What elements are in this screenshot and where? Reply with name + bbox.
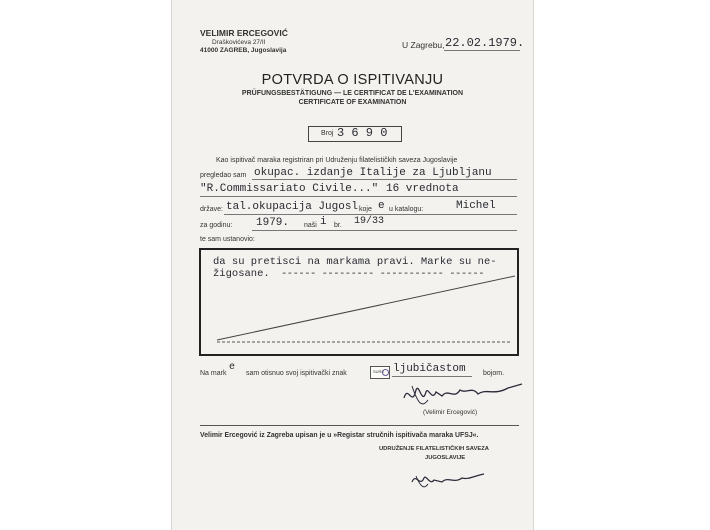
na-mark-suffix: e [229,362,236,373]
union-country: JUGOSLAVIJE [425,455,466,461]
br-value: 19/33 [354,216,385,227]
stamp-text: sam otisnuo svoj ispitivački znak [246,370,347,377]
intro-text: Kao ispitivač maraka registriran pri Udruženju filatelističkih saveza Jugoslavije [216,157,458,164]
number-value: 3 6 9 0 [337,126,388,140]
findings-box [199,248,519,356]
drzave-label: države: [200,206,223,213]
stamp-circle-icon [382,369,389,376]
strike-line [201,250,517,354]
stamp-color: ljubičastom [393,363,466,375]
sender-street: Draškovićeva 27/II [212,39,266,46]
issue-value: "R.Commissariato Civile..." [200,183,379,195]
stamp-mark-text: SURE [373,369,385,374]
issue-count: 16 vrednota [386,183,459,195]
koje-label: koje [359,206,372,213]
sender-city: 41000 ZAGREB, Jugoslavija [200,47,287,54]
stamp-mark-icon [370,366,390,379]
godina-value: 1979. [256,217,290,229]
union-name: UDRUŽENJE FILATELISTIČKIH SAVEZA [379,446,489,452]
signature-scribble [398,378,528,412]
bojom-label: bojom. [483,370,505,377]
number-box [308,126,402,142]
nasi-suffix: i [320,216,327,228]
ustanovio-label: te sam ustanovio: [200,236,255,243]
registry-divider [200,425,519,426]
document-title: POTVRDA O ISPITIVANJU [261,72,444,88]
issue-underline [200,196,517,197]
drzave-value: tal.okupacija Jugosl [226,201,359,213]
subtitle-translations: PRÜFUNGSBESTÄTIGUNG — LE CERTIFICAT DE L'EXAMINATION [241,90,464,97]
finding-dashes: ------ --------- ----------- ------ [281,268,485,280]
place-label: U Zagrebu, [402,40,445,50]
number-label: Broj [321,130,334,137]
union-signature-scribble [408,470,488,492]
pregledao-label: pregledao sam [200,172,247,179]
na-mark-label: Na mark [200,370,227,377]
finding-line-2: žigosane. [213,268,270,280]
katalog-label: u katalogu: [389,206,424,213]
subtitle-english: CERTIFICATE OF EXAMINATION [298,99,407,106]
drzave-underline [224,214,517,215]
nasi-label: naši [304,222,317,229]
signature-caption: (Velimir Ercegović) [423,409,478,416]
date-underline [444,50,520,51]
pregledao-value: okupac. izdanje Italije za Ljubljanu [254,167,492,179]
godina-underline [252,230,517,231]
sender-name: VELIMIR ERCEGOVIĆ [200,28,288,38]
pregledao-underline [252,179,517,180]
stamp-color-underline [392,376,472,377]
br-label: br. [334,222,342,229]
katalog-value: Michel [456,200,496,212]
godina-label: za godinu: [200,222,233,229]
registry-text: Velimir Ercegović iz Zagreba upisan je u »Registar stručnih ispitivača maraka UFSJ«. [200,432,479,439]
date-value: 22.02.1979. [445,36,525,50]
koje-suffix: e [378,200,385,212]
finding-line-1: da su pretisci na markama pravi. Marke su ne- [213,256,497,268]
certificate-page [172,0,533,530]
